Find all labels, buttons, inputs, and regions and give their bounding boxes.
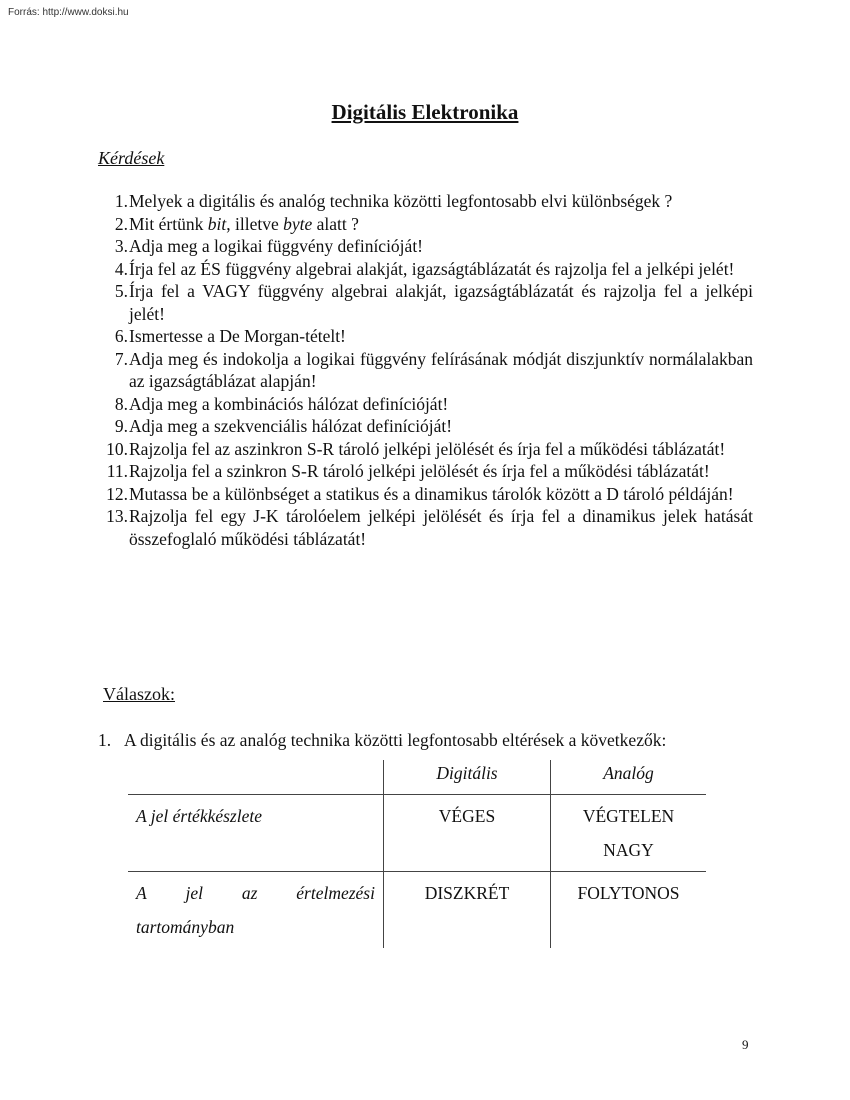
- question-item: [98, 325, 753, 348]
- question-text: alatt ?: [312, 213, 359, 234]
- question-number: 9.: [114, 416, 128, 436]
- question-item: [98, 483, 753, 506]
- label-word: A: [136, 883, 147, 903]
- question-item: [98, 415, 753, 438]
- question-text: Írja fel az ÉS függvény algebrai alakját, igazságtáblázatát és rajzolja fel a jelképi jelét!: [129, 258, 735, 279]
- row-label: A jel értékkészlete: [128, 795, 384, 872]
- row-label: [128, 872, 384, 949]
- question-text: Mutassa be a különbséget a statikus és a dinamikus tárolók között a D tároló példáján!: [129, 483, 734, 504]
- row-analog-value: FOLYTONOS: [577, 883, 680, 903]
- table-header-analog: Analóg: [551, 760, 707, 795]
- table-row: [128, 795, 706, 872]
- label-word: az: [241, 883, 258, 903]
- table-header-digital: Digitális: [384, 760, 551, 795]
- question-text: , illetve: [226, 213, 284, 234]
- question-text: Mit értünk: [129, 213, 208, 234]
- question-number: 13.: [106, 506, 128, 526]
- question-item: [98, 438, 753, 461]
- row-analog-line: NAGY: [603, 840, 654, 860]
- row-label-line: [136, 876, 375, 910]
- page-title: Digitális Elektronika: [331, 100, 519, 124]
- question-number: 8.: [114, 393, 128, 414]
- question-text: Írja fel a VAGY függvény algebrai alakját, igazságtáblázatát és rajzolja fel a jelképi jelét!: [129, 281, 753, 324]
- question-item: [98, 393, 753, 416]
- question-text: Adja meg a kombinációs hálózat definícióját!: [129, 393, 449, 414]
- question-text: Rajzolja fel egy J-K tárolóelem jelképi jelölését és írja fel a dinamikus jelek hatását összefoglaló működési táblázatát!: [129, 506, 753, 549]
- question-emphasis: byte: [283, 213, 313, 234]
- label-word: jel: [185, 883, 204, 903]
- question-item: [98, 280, 753, 325]
- answer-1-text: A digitális és az analóg technika közötti legfontosabb eltérések a következők:: [124, 730, 667, 750]
- question-number: 3.: [114, 236, 128, 256]
- comparison-table: [128, 760, 706, 948]
- question-text: Adja meg a szekvenciális hálózat definícióját!: [129, 416, 453, 436]
- table-header-row: [128, 760, 706, 795]
- question-text: Melyek a digitális és analóg technika közötti legfontosabb elvi különbségek ?: [129, 191, 673, 211]
- answer-1: [98, 730, 666, 751]
- question-number: 2.: [114, 213, 128, 234]
- row-digital-value: VÉGES: [384, 795, 551, 872]
- page-number: 9: [742, 1037, 749, 1052]
- question-item: [98, 213, 753, 236]
- table-row: [128, 872, 706, 949]
- row-label-line: tartományban: [136, 917, 235, 937]
- question-number: 4.: [114, 258, 128, 279]
- question-text: Rajzolja fel az aszinkron S-R tároló jelképi jelölését és írja fel a működési táblázatát!: [129, 438, 726, 459]
- question-text: Ismertesse a De Morgan-tételt!: [129, 326, 346, 346]
- section-title-questions: Kérdések: [98, 148, 165, 168]
- question-item: [98, 460, 753, 483]
- question-item: [98, 505, 753, 550]
- question-number: 12.: [106, 483, 128, 504]
- question-number: 7.: [114, 348, 128, 369]
- question-text: Rajzolja fel a szinkron S-R tároló jelképi jelölését és írja fel a működési táblázatát!: [129, 461, 710, 481]
- question-number: 6.: [114, 326, 128, 346]
- table-header-empty: [128, 760, 384, 795]
- question-number: 5.: [114, 281, 128, 301]
- section-title-answers: Válaszok:: [103, 684, 175, 704]
- question-number: 1.: [114, 191, 128, 211]
- row-analog-value: [551, 795, 707, 872]
- question-emphasis: bit: [207, 213, 227, 234]
- row-digital-value: DISZKRÉT: [384, 872, 551, 949]
- question-text: Adja meg és indokolja a logikai függvény felírásának módját diszjunktív normálalakban az igazságtáblázat alapján!: [129, 348, 753, 391]
- question-item: [98, 235, 753, 258]
- question-item: [98, 348, 753, 393]
- question-number: 10.: [106, 438, 128, 459]
- answer-1-number: 1.: [98, 730, 112, 750]
- question-list: [98, 190, 753, 550]
- question-number: 11.: [106, 461, 128, 481]
- label-word: értelmezési: [296, 883, 375, 903]
- row-analog-line: VÉGTELEN: [582, 806, 675, 826]
- source-note: Forrás: http://www.doksi.hu: [8, 7, 129, 18]
- question-item: [98, 258, 753, 281]
- question-text: Adja meg a logikai függvény definícióját!: [129, 236, 424, 256]
- question-item: [98, 190, 753, 213]
